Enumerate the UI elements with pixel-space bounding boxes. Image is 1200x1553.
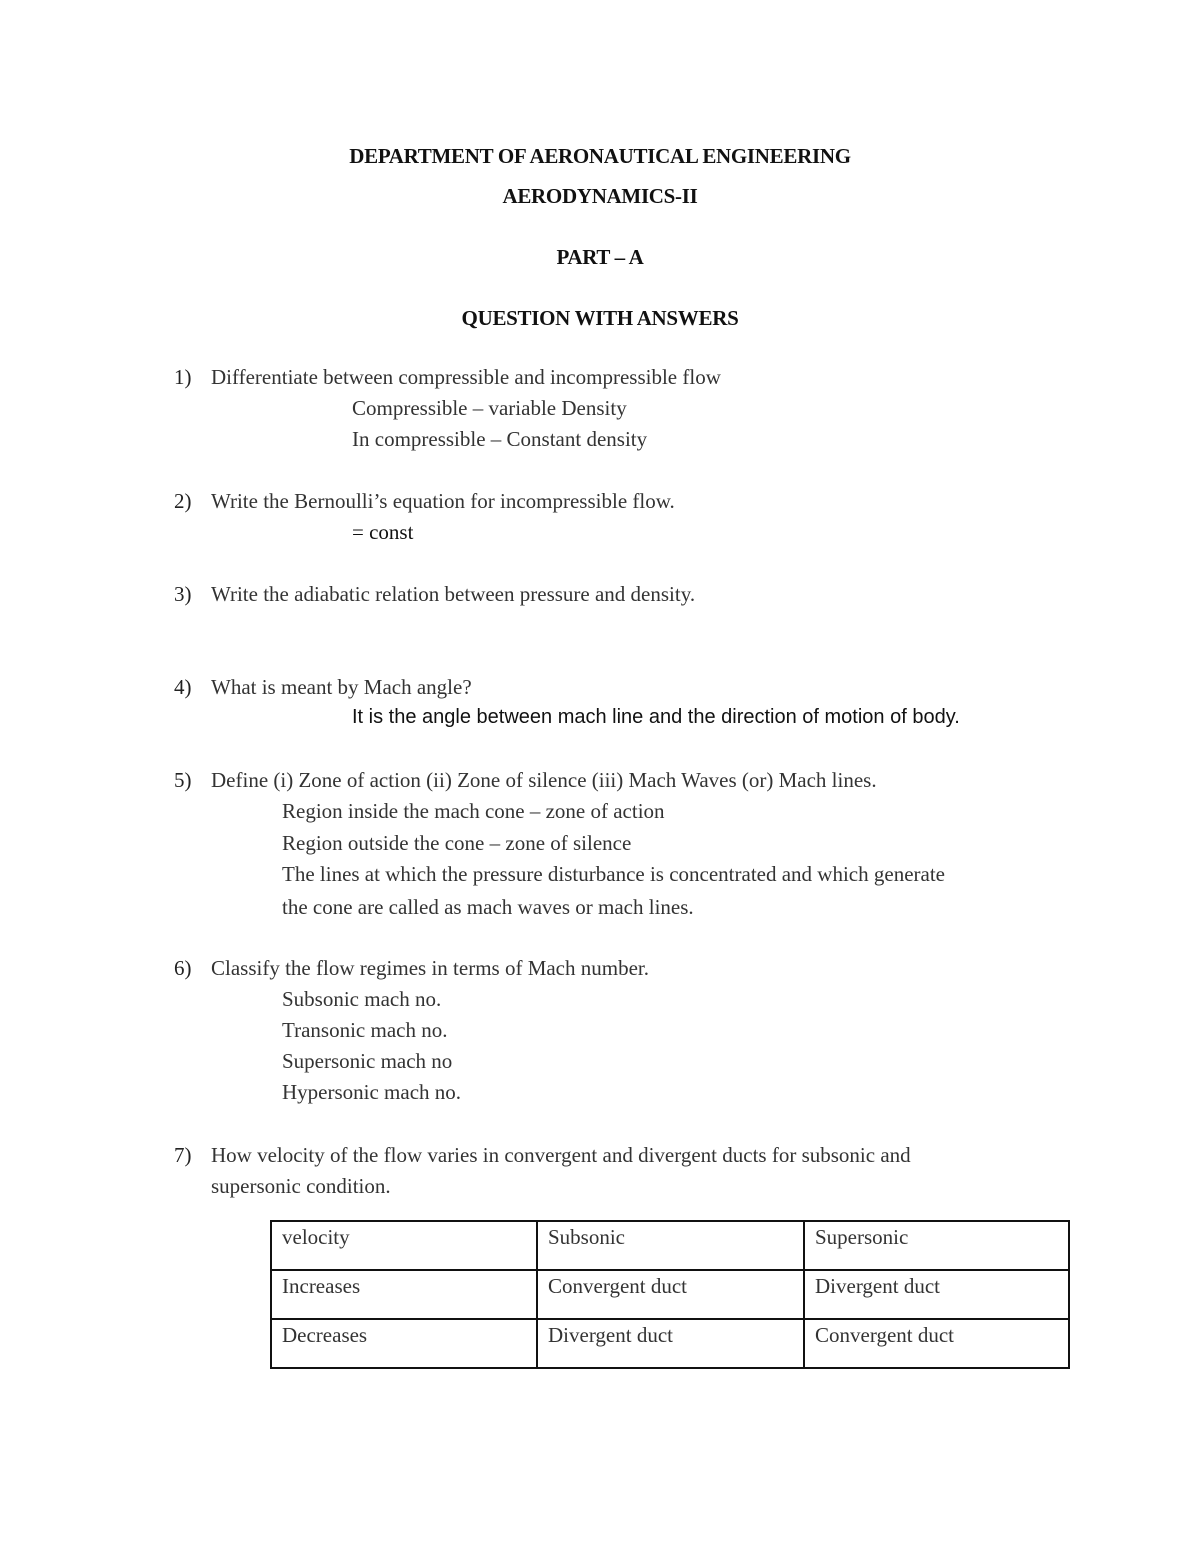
subject-heading: AERODYNAMICS-II [502,184,698,208]
question-5-number: 5) [174,768,192,792]
table-cell: Decreases [271,1319,537,1368]
table-header-row [271,1221,1069,1270]
table-cell: Convergent duct [537,1270,804,1319]
answer-6-line-4: Hypersonic mach no. [282,1080,462,1104]
answer-5-line-2: Region outside the cone – zone of silence [282,831,632,855]
question-5-text: Define (i) Zone of action (ii) Zone of silence (iii) Mach Waves (or) Mach lines. [211,768,877,792]
question-4-text: What is meant by Mach angle? [211,675,472,699]
velocity-table [270,1220,1070,1369]
answer-1-line-2: In compressible – Constant density [352,427,648,451]
table-cell: Divergent duct [537,1319,804,1368]
answer-1-line-1: Compressible – variable Density [352,396,627,420]
question-7-text-cont: supersonic condition. [211,1174,391,1198]
table-header-cell: Subsonic [537,1221,804,1270]
table-cell: Convergent duct [804,1319,1069,1368]
question-1-text: Differentiate between compressible and incompressible flow [211,365,721,389]
question-3-text: Write the adiabatic relation between pressure and density. [211,582,696,606]
table-row [271,1319,1069,1368]
answer-6-line-2: Transonic mach no. [282,1018,448,1042]
question-2-text: Write the Bernoulli’s equation for incompressible flow. [211,489,675,513]
answer-6-line-3: Supersonic mach no [282,1049,453,1073]
question-7-number: 7) [174,1143,192,1167]
answer-6-line-1: Subsonic mach no. [282,987,442,1011]
table-header-cell: velocity [271,1221,537,1270]
part-heading: PART – A [556,245,644,269]
question-6-text: Classify the flow regimes in terms of Mach number. [211,956,649,980]
question-2-number: 2) [174,489,192,513]
table-header-cell: Supersonic [804,1221,1069,1270]
answer-5-line-1: Region inside the mach cone – zone of action [282,799,665,823]
question-3-number: 3) [174,582,192,606]
answer-4-line-1: It is the angle between mach line and the direction of motion of body. [352,706,960,728]
question-4-number: 4) [174,675,192,699]
department-heading: DEPARTMENT OF AERONAUTICAL ENGINEERING [349,144,851,168]
table-cell: Increases [271,1270,537,1319]
table-cell: Divergent duct [804,1270,1069,1319]
answer-2-equation: = const [352,520,414,544]
answer-5-line-4: the cone are called as mach waves or mach lines. [282,895,694,919]
question-7-text: How velocity of the flow varies in convergent and divergent ducts for subsonic and [211,1143,911,1167]
question-6-number: 6) [174,956,192,980]
question-1-number: 1) [174,365,192,389]
section-heading: QUESTION WITH ANSWERS [461,306,739,330]
table-row [271,1270,1069,1319]
answer-5-line-3: The lines at which the pressure disturbance is concentrated and which generate [282,862,945,886]
